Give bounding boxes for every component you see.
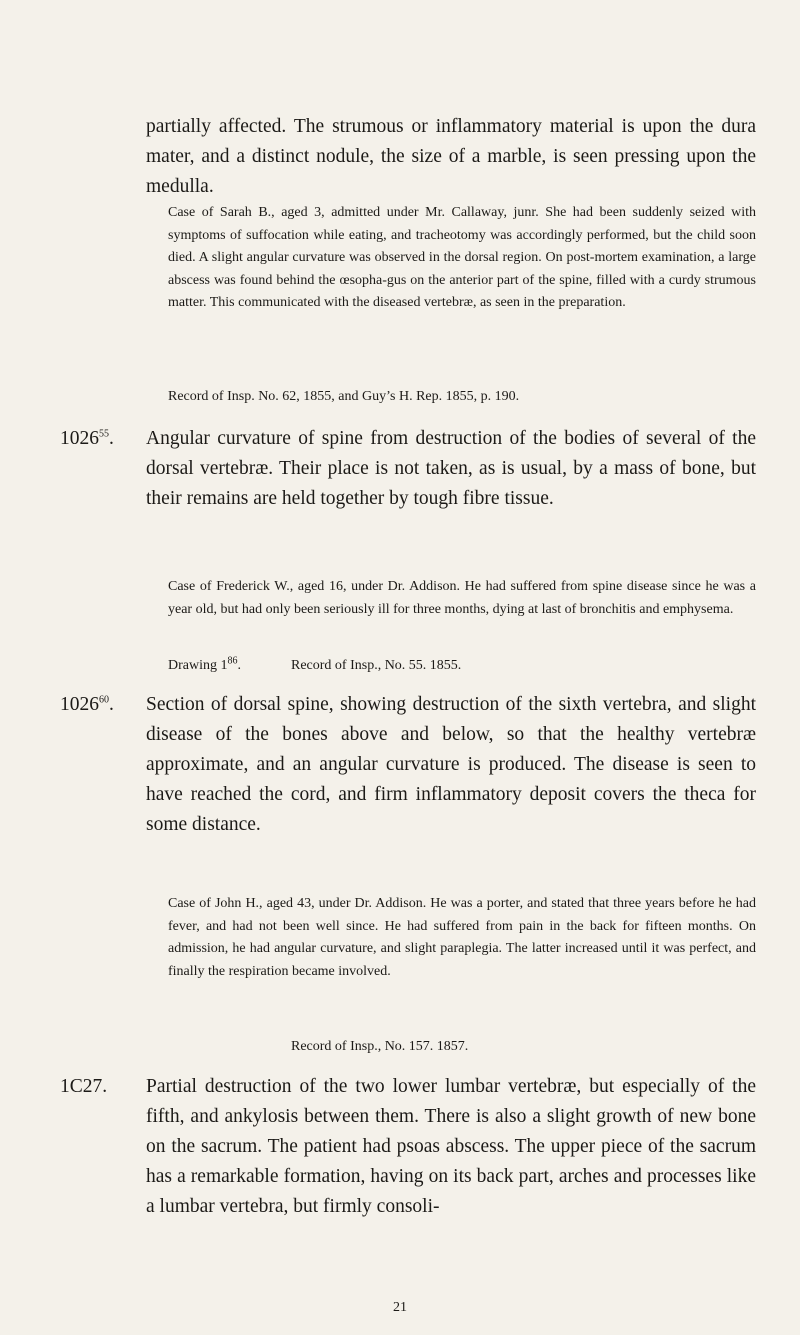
entry-number-sup: 60 [99,694,109,706]
entry-number-suffix: . [109,428,114,449]
entry-number-main: 1026 [60,428,99,449]
page-number: 21 [393,1300,407,1315]
entry-1026-55-drawing [168,655,241,677]
drawing-suffix: . [237,658,241,673]
entry-number-suffix: . [109,694,114,715]
intro-record: Record of Insp. No. 62, 1855, and Guy’s H. Rep. 1855, p. 190. [168,389,520,404]
entry-1026-55-case-note: Case of Frederick W., aged 16, under Dr. Addison. He had suffered from spine disease since he was a year old, but had only been seriously ill for three months, dying at last of bronchitis and emphysema. [168,579,756,617]
intro-case-note: Case of Sarah B., aged 3, admitted under Mr. Callaway, junr. She had been suddenly seized with symptoms of suffocation while eating, and tracheotomy was accordingly performed, but the child soon died. A slight angular curvature was observed in the dorsal region. On post-mortem examination, a large abscess was found behind the œsopha-gus on the anterior part of the spine, filled with a curdy strumous matter. This communicated with the diseased vertebræ, as seen in the preparation. [168,205,756,310]
entry-1026-55-record: Record of Insp., No. 55. 1855. [291,658,462,673]
entry-1026-60-record: Record of Insp., No. 157. 1857. [291,1039,469,1054]
intro-paragraph: partially affected. The strumous or inflammatory material is upon the dura mater, and a distinct nodule, the size of a marble, is seen pressing upon the medulla. [146,116,756,197]
entry-number-1026-55 [60,424,146,454]
entry-1026-60-case-note: Case of John H., aged 43, under Dr. Addison. He was a porter, and stated that three years before he had fever, and had not been well since. He had suffered from pain in the back for fifteen months. On admission, he had angular curvature, and slight paraplegia. The latter increased until it was perfect, and finally the respiration became involved. [168,896,756,979]
drawing-sup: 86 [227,655,238,667]
drawing-label: Drawing 1 [168,658,228,673]
entry-1026-55-text: Angular curvature of spine from destruction of the bodies of several of the dorsal vertebræ. Their place is not taken, as is usual, by a mass of bone, but their remains are held together by tough fibre tissue. [146,428,756,509]
entry-number-1026-60 [60,690,146,720]
entry-1026-60-text: Section of dorsal spine, showing destruction of the sixth vertebra, and slight disease of the bones above and below, so that the healthy vertebræ approximate, and an angular curvature is produced. The disease is seen to have reached the cord, and firm inflammatory deposit covers the theca for some distance. [146,694,756,835]
entry-number-1027: 1C27. [60,1076,108,1097]
entry-1027-text: Partial destruction of the two lower lumbar vertebræ, but especially of the fifth, and ankylosis between them. There is also a slight growth of new bone on the sacrum. The patient had psoas abscess. The upper piece of the sacrum has a remarkable formation, having on its back part, arches and processes like a lumbar vertebra, but firmly consoli- [146,1076,756,1217]
entry-number-main: 1026 [60,694,99,715]
entry-number-sup: 55 [99,428,109,440]
